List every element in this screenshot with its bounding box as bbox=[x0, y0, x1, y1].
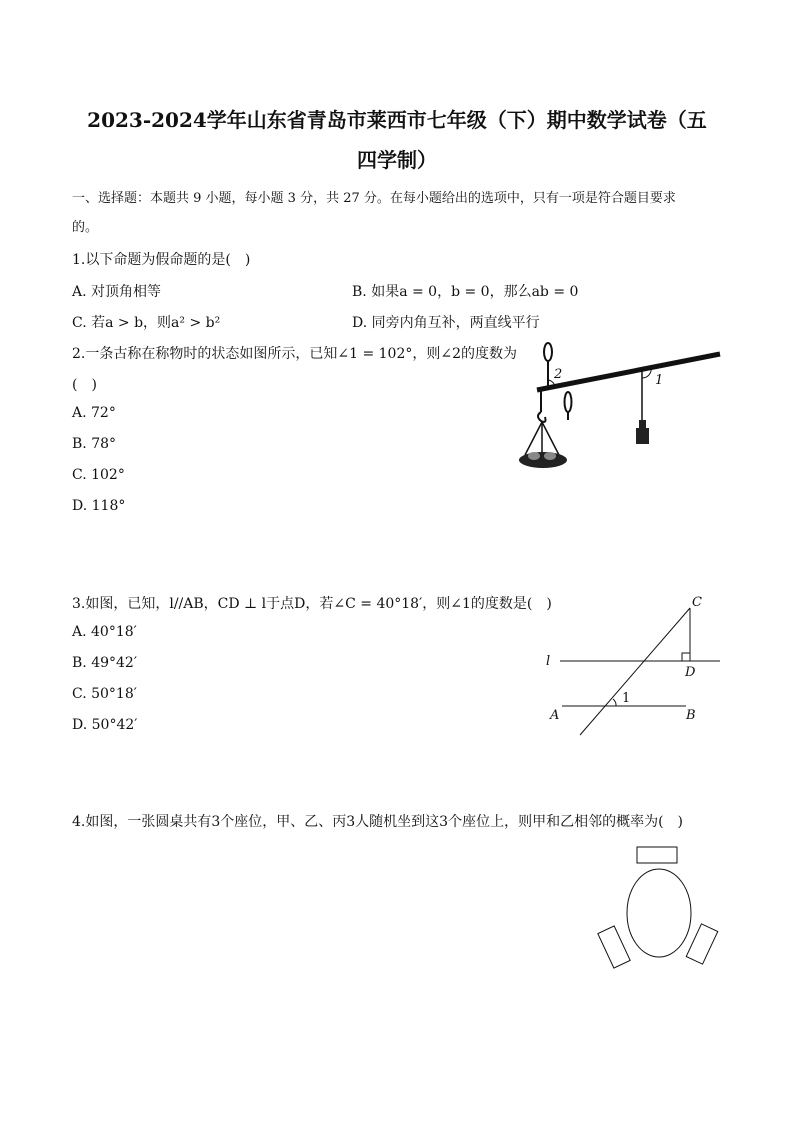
q3-option-c: C. 50°18′ bbox=[72, 686, 137, 702]
q3-option-a: A. 40°18′ bbox=[72, 624, 137, 640]
fig-label-1: 1 bbox=[622, 691, 631, 706]
seat-top bbox=[637, 847, 677, 863]
q3-option-d: D. 50°42′ bbox=[72, 717, 138, 733]
seat-left bbox=[598, 926, 630, 968]
fig-label-1: 1 bbox=[655, 373, 664, 388]
q1-option-b: B. 如果a = 0，b = 0，那么ab = 0 bbox=[352, 284, 579, 300]
q1-option-a: A. 对顶角相等 bbox=[72, 284, 162, 300]
pan-weight-left bbox=[528, 452, 540, 460]
pan-string-left bbox=[525, 422, 542, 455]
counterweight bbox=[636, 428, 649, 444]
q2-steelyard-figure bbox=[515, 340, 735, 480]
q4-round-table-figure bbox=[595, 842, 735, 972]
fig-label-a: A bbox=[550, 708, 560, 723]
q2-paren: ( ) bbox=[72, 377, 97, 393]
round-table bbox=[627, 869, 691, 957]
q1-option-d: D. 同旁内角互补，两直线平行 bbox=[352, 315, 540, 331]
seat-right bbox=[686, 924, 718, 964]
q2-option-a: A. 72° bbox=[72, 405, 116, 421]
top-hook-ring bbox=[544, 343, 552, 361]
q2-option-b: B. 78° bbox=[72, 436, 117, 452]
fig-label-2: 2 bbox=[554, 367, 563, 382]
fig-label-c: C bbox=[692, 595, 702, 610]
fig-label-b: B bbox=[686, 708, 696, 723]
q3-stem: 3.如图，已知，l//AB，CD ⊥ l于点D，若∠C = 40°18′，则∠1的度数是( ) bbox=[72, 596, 552, 612]
pan-weight-right bbox=[544, 452, 556, 460]
q1-stem: 1.以下命题为假命题的是( ) bbox=[72, 252, 251, 268]
right-angle-mark bbox=[682, 653, 690, 661]
second-hook-ring bbox=[565, 392, 572, 412]
angle-1-arc bbox=[613, 699, 616, 706]
q3-option-b: B. 49°42′ bbox=[72, 655, 137, 671]
q1-option-c: C. 若a > b，则a² > b² bbox=[72, 315, 221, 331]
exam-title-line1: 2023-2024学年山东省青岛市莱西市七年级（下）期中数学试卷（五 bbox=[87, 108, 707, 132]
pan-hook bbox=[538, 412, 546, 422]
q2-stem: 2.一条古称在称物时的状态如图所示，已知∠1 = 102°，则∠2的度数为 bbox=[72, 346, 517, 362]
q3-geometry-figure bbox=[540, 592, 740, 742]
q2-option-d: D. 118° bbox=[72, 498, 126, 514]
section-instructions-line1: 一、选择题：本题共 9 小题，每小题 3 分，共 27 分。在每小题给出的选项中，只有一项是符合题目要求 bbox=[72, 191, 676, 206]
pan-string-right bbox=[542, 422, 559, 455]
fig-label-d: D bbox=[685, 665, 696, 680]
q4-stem: 4.如图，一张圆桌共有3个座位，甲、乙、丙3人随机坐到这3个座位上，则甲和乙相邻的概率为( ) bbox=[72, 814, 684, 830]
transversal-line bbox=[580, 608, 690, 735]
balance-beam bbox=[537, 354, 720, 390]
balance-pan bbox=[519, 452, 567, 468]
counterweight-top bbox=[639, 420, 646, 429]
section-instructions-line2: 的。 bbox=[72, 220, 99, 235]
exam-title-line2: 四学制） bbox=[357, 148, 437, 172]
fig-label-l: l bbox=[546, 654, 551, 669]
q2-option-c: C. 102° bbox=[72, 467, 125, 483]
